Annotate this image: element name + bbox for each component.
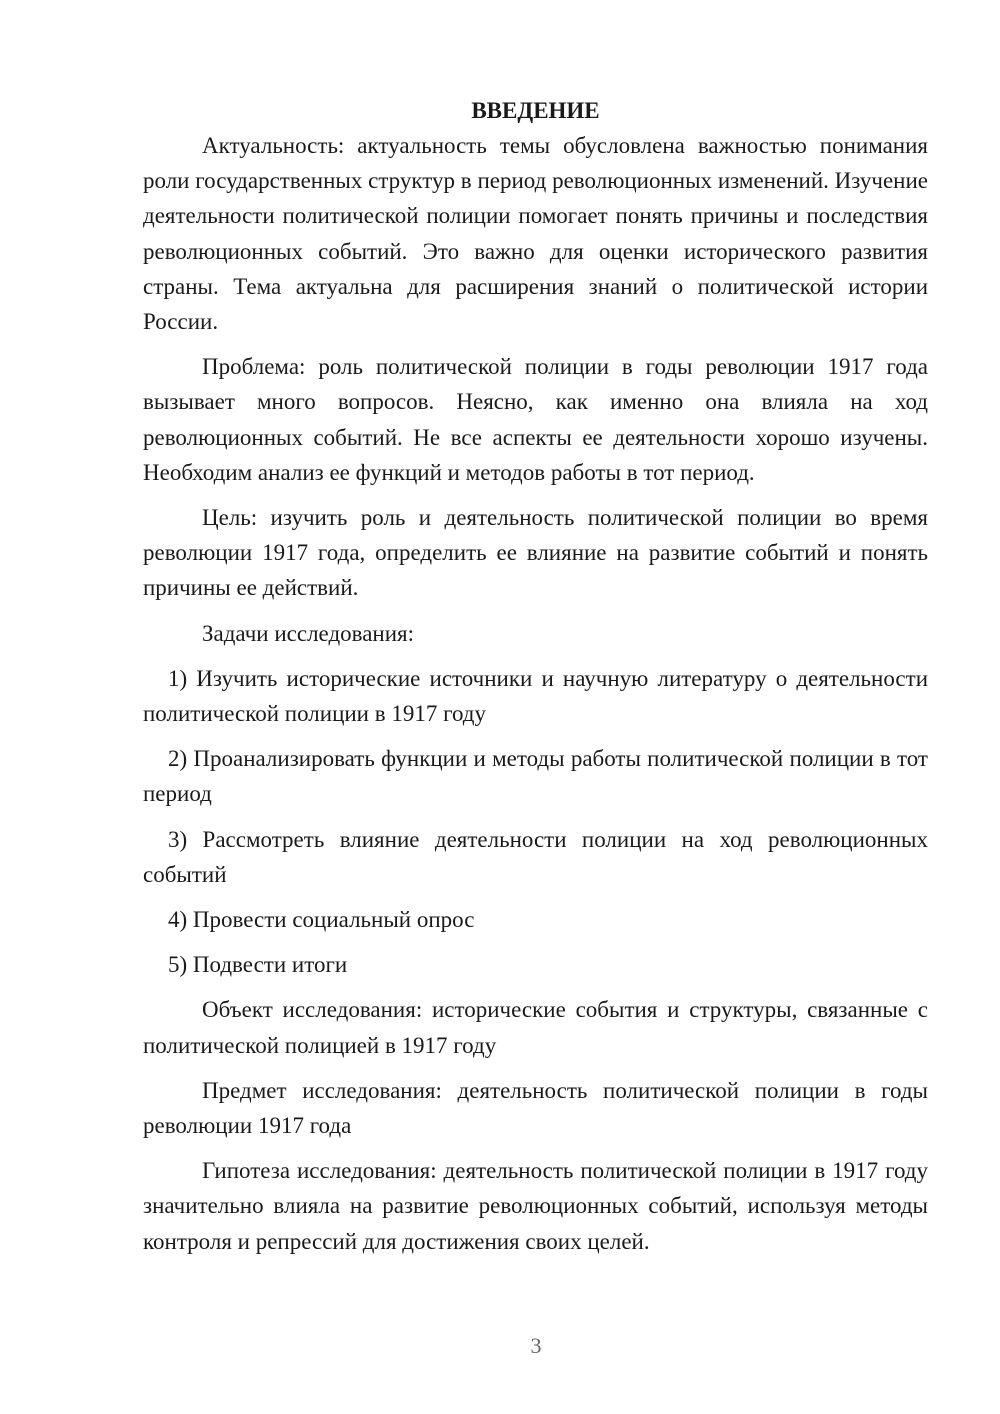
subject-paragraph: Предмет исследования: деятельность политической полиции в годы революции 1917 года [143,1077,928,1139]
task-item-3: 3) Рассмотреть влияние деятельности полиции на ход революционных событий [143,826,928,887]
relevance-paragraph: Актуальность: актуальность темы обусловлена важностью понимания роли государственных структур в период революционных изменений. Изучение деятельности политической полиции помогает понять причины и последствия революционных событий. Это важно для оценки исторического развития страны. Тема актуальна для расширения знаний о политической истории России. [143,133,928,335]
problem-paragraph: Проблема: роль политической полиции в годы революции 1917 года вызывает много вопросов. Неясно, как именно она влияла на ход революционных событий. Не все аспекты ее деятельности хорошо изучены. Необходим анализ ее функций и методов работы в тот период. [143,354,928,485]
goal-paragraph: Цель: изучить роль и деятельность политической полиции во время революции 1917 года, определить ее влияние на развитие событий и понять причины ее действий. [143,505,928,601]
page-number: 3 [530,1333,542,1358]
task-item-2: 2) Проанализировать функции и методы работы политической полиции в тот период [143,746,928,807]
section-title: ВВЕДЕНИЕ [471,98,600,123]
tasks-heading: Задачи исследования: [202,620,415,646]
page-content [143,93,928,1269]
task-item-5: 5) Подвести итоги [168,952,348,978]
task-item-1: 1) Изучить исторические источники и научную литературу о деятельности политической полиции в 1917 году [143,665,928,727]
task-item-4: 4) Провести социальный опрос [168,907,475,933]
hypothesis-paragraph: Гипотеза исследования: деятельность политической полиции в 1917 году значительно влияла на развитие революционных событий, используя методы контроля и репрессий для достижения своих целей. [143,1158,928,1254]
object-paragraph: Объект исследования: исторические события и структуры, связанные с политической полицией в 1917 году [143,997,928,1058]
